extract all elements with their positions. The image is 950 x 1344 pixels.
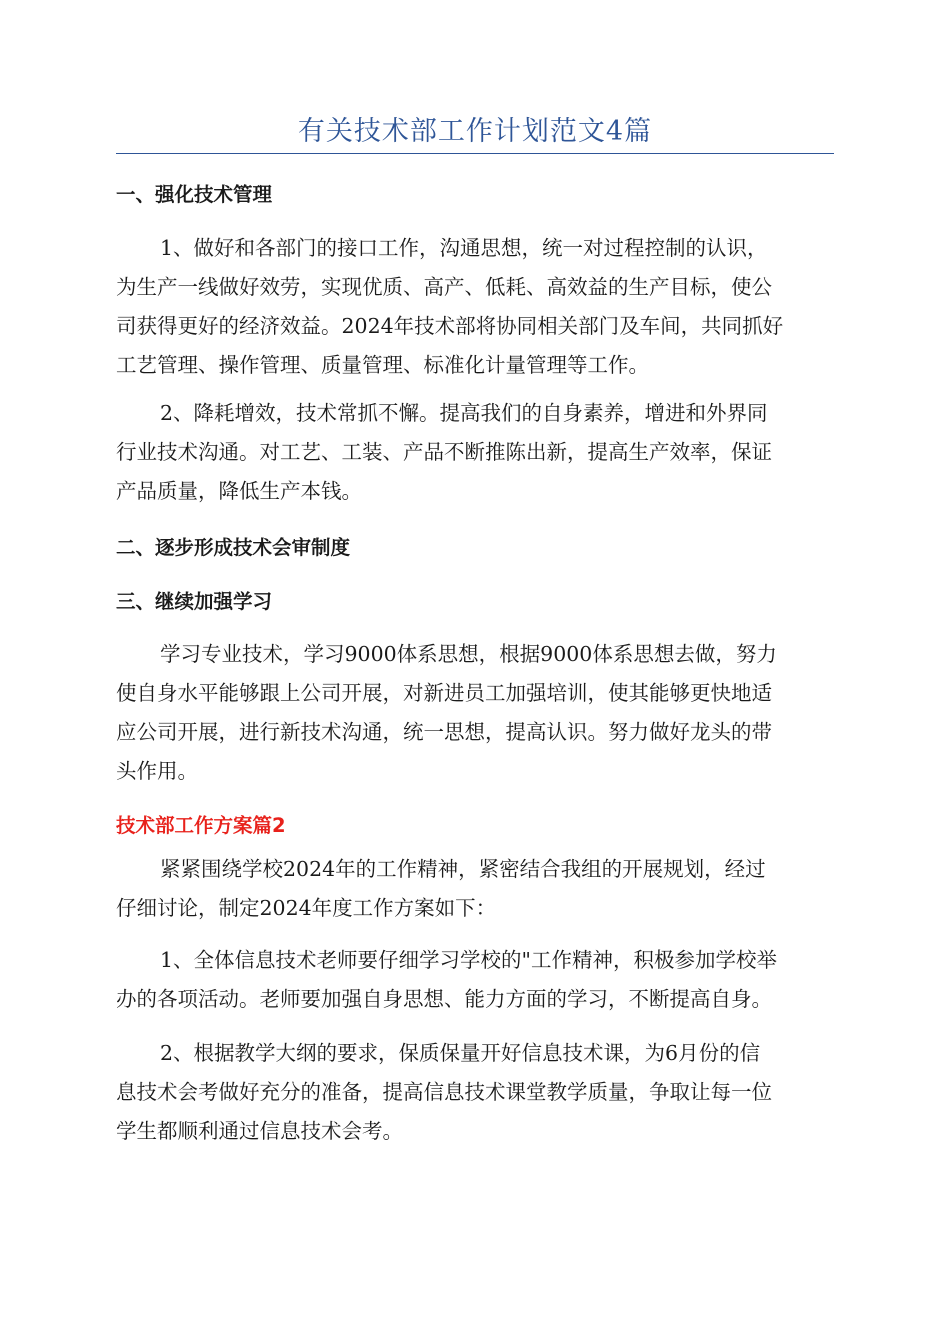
paragraph-line: 应公司开展，进行新技术沟通，统一思想，提高认识。努力做好龙头的带	[116, 720, 772, 744]
paragraph	[116, 850, 834, 928]
paragraph	[116, 635, 834, 791]
paragraph-line: 2、根据教学大纲的要求，保质保量开好信息技术课，为6月份的信	[160, 1041, 761, 1065]
paragraph-line: 息技术会考做好充分的准备，提高信息技术课堂教学质量，争取让每一位	[116, 1080, 772, 1104]
paragraph-line: 2、降耗增效，技术常抓不懈。提高我们的自身素养，增进和外界同	[160, 401, 768, 425]
paragraph	[116, 941, 834, 1019]
paragraph-line: 行业技术沟通。对工艺、工装、产品不断推陈出新，提高生产效率，保证	[116, 440, 772, 464]
paragraph-line: 头作用。	[116, 759, 198, 783]
section-heading-1: 一、强化技术管理	[116, 183, 273, 206]
paragraph-line: 学生都顺利通过信息技术会考。	[116, 1119, 403, 1143]
paragraph-line: 产品质量，降低生产本钱。	[116, 479, 362, 503]
paragraph-line: 司获得更好的经济效益。2024年技术部将协同相关部门及车间，共同抓好	[116, 314, 784, 338]
paragraph-line: 使自身水平能够跟上公司开展，对新进员工加强培训，使其能够更快地适	[116, 681, 772, 705]
article-heading-2: 技术部工作方案篇2	[116, 814, 286, 837]
paragraph	[116, 394, 834, 511]
paragraph-line: 仔细讨论，制定2024年度工作方案如下：	[116, 896, 497, 920]
paragraph-line: 紧紧围绕学校2024年的工作精神，紧密结合我组的开展规划，经过	[160, 857, 766, 881]
section-heading-3: 三、继续加强学习	[116, 590, 273, 613]
paragraph	[116, 1034, 834, 1151]
paragraph-line: 工艺管理、操作管理、质量管理、标准化计量管理等工作。	[116, 353, 649, 377]
paragraph-line: 学习专业技术，学习9000体系思想，根据9000体系思想去做，努力	[160, 642, 777, 666]
section-heading-2: 二、逐步形成技术会审制度	[116, 536, 351, 559]
paragraph	[116, 229, 834, 385]
paragraph-line: 1、做好和各部门的接口工作，沟通思想，统一对过程控制的认识，	[160, 236, 768, 260]
paragraph-line: 为生产一线做好效劳，实现优质、高产、低耗、高效益的生产目标，使公	[116, 275, 772, 299]
title-underline	[116, 153, 834, 154]
paragraph-line: 办的各项活动。老师要加强自身思想、能力方面的学习，不断提高自身。	[116, 987, 772, 1011]
paragraph-line: 1、全体信息技术老师要仔细学习学校的"工作精神，积极参加学校举	[160, 948, 777, 972]
document-title: 有关技术部工作计划范文4篇	[297, 116, 653, 147]
